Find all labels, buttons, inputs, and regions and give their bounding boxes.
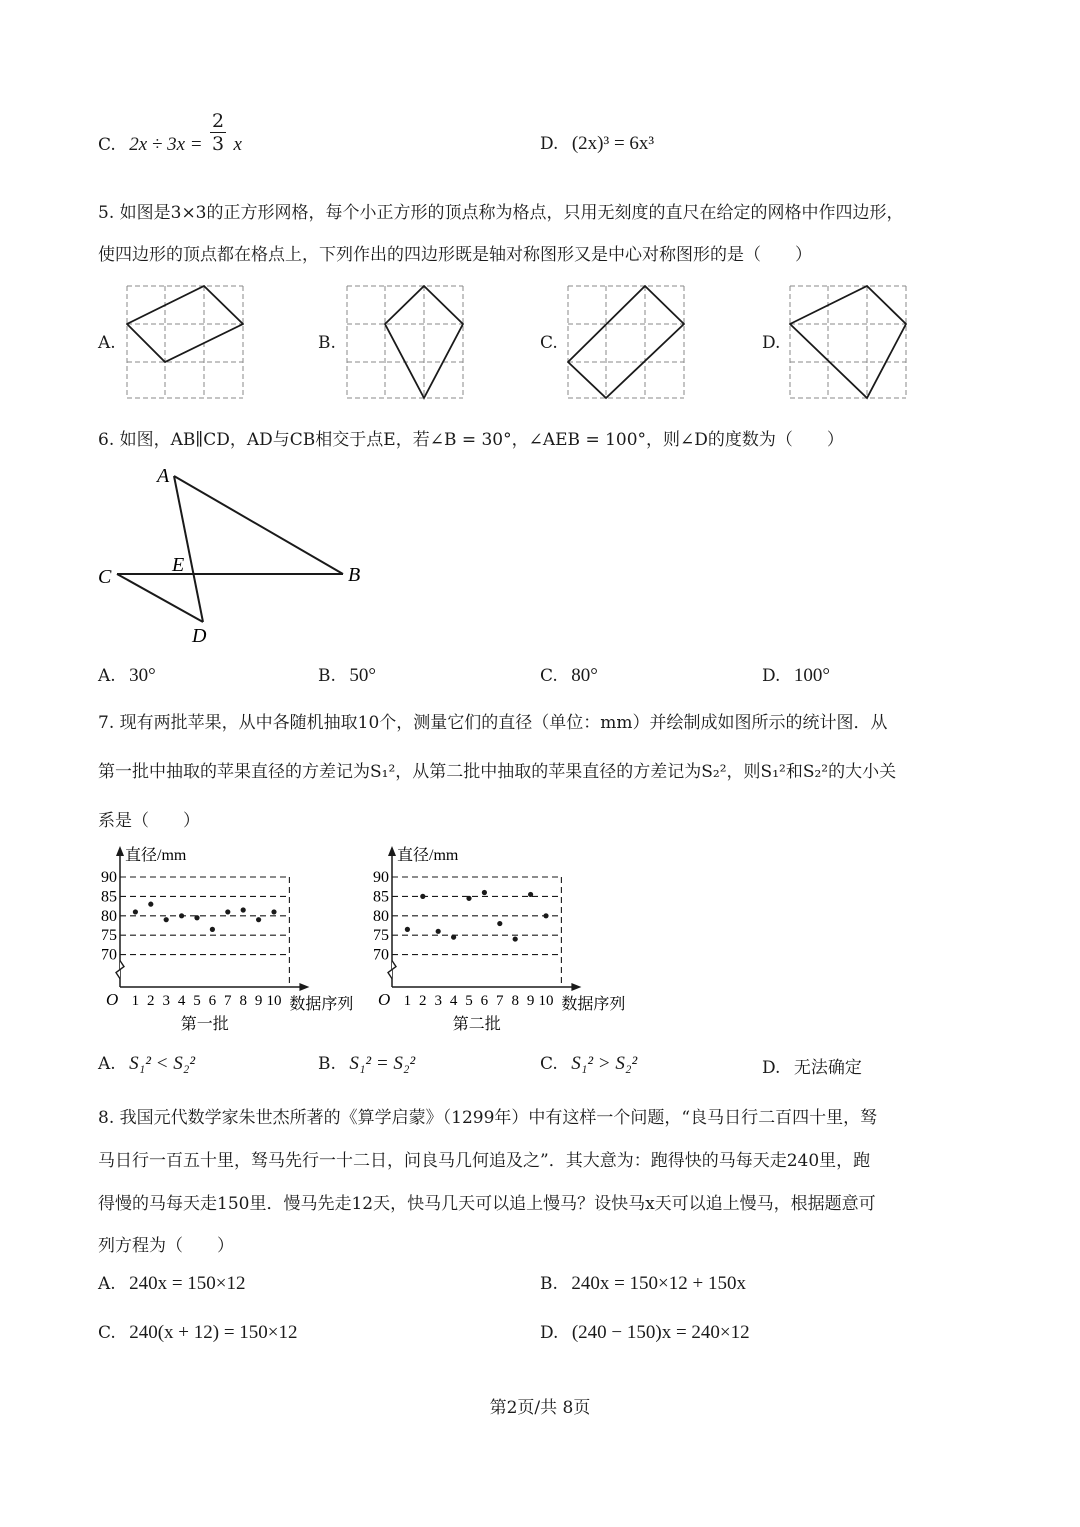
y-tick-label: 70 — [373, 946, 389, 964]
y-axis-label: 直径/mm — [397, 847, 459, 864]
q4-option-c-letter: C. — [98, 135, 116, 155]
y-tick-label: 70 — [101, 946, 117, 964]
x-tick-label: 10 — [538, 993, 554, 1009]
data-point — [271, 909, 276, 914]
q5-stem-line2: 使四边形的顶点都在格点上，下列作出的四边形既是轴对称图形又是中心对称图形的是（ ） — [98, 245, 812, 265]
data-point — [405, 927, 410, 932]
q6-figure — [90, 460, 380, 650]
q7-option-a-value: S₁² < S₂² — [129, 1053, 196, 1074]
q7-option-b — [318, 1053, 415, 1075]
q5-grid-b — [346, 285, 464, 400]
x-tick-label: 4 — [449, 993, 458, 1009]
data-point — [133, 909, 138, 914]
q8-option-a — [98, 1273, 246, 1295]
data-point — [451, 935, 456, 940]
axis-break-icon — [116, 961, 124, 979]
q7-option-d-value: 无法确定 — [793, 1058, 862, 1078]
x-tick-label: 2 — [147, 993, 155, 1009]
q4-option-c-denominator: 3 — [212, 133, 225, 155]
data-point — [543, 913, 548, 918]
q8-option-d-letter: D. — [540, 1323, 559, 1343]
x-tick-label: 7 — [224, 993, 232, 1009]
y-axis-label: 直径/mm — [125, 847, 187, 864]
q4-option-c-var: x — [233, 134, 242, 155]
data-point — [497, 921, 502, 926]
x-tick-label: 5 — [465, 993, 473, 1009]
x-tick-label: 1 — [131, 993, 140, 1009]
x-tick-label: 4 — [177, 993, 186, 1009]
q6-label-c: C — [98, 566, 112, 588]
y-tick-label: 75 — [373, 927, 389, 945]
q7-chart-2 — [370, 840, 632, 1036]
q6-label-a: A — [157, 465, 170, 487]
x-tick-label: 8 — [511, 993, 519, 1009]
y-tick-label: 80 — [101, 907, 117, 925]
q4-option-c-numerator: 2 — [212, 110, 225, 132]
q4-option-d-letter: D. — [540, 134, 559, 154]
data-point — [179, 913, 184, 918]
y-tick-label: 75 — [101, 927, 117, 945]
data-point — [194, 915, 199, 920]
x-tick-label: 6 — [480, 993, 489, 1009]
y-axis-arrow-icon — [388, 846, 396, 856]
q8-option-b — [540, 1273, 746, 1295]
y-tick-label: 80 — [373, 907, 389, 925]
origin-label: O — [378, 990, 391, 1009]
y-tick-label: 90 — [101, 869, 117, 886]
q6-option-c-value: 80° — [571, 665, 598, 686]
x-tick-label: 8 — [239, 993, 247, 1009]
q8-option-b-value: 240x = 150×12 + 150x — [571, 1273, 746, 1294]
data-point — [482, 890, 487, 895]
q8-option-d — [540, 1322, 750, 1344]
x-axis-arrow-icon — [299, 983, 309, 991]
origin-label: O — [106, 990, 119, 1009]
q7-option-c-letter: C. — [540, 1054, 558, 1074]
q6-option-a-letter: A. — [98, 666, 116, 686]
q7-option-d-letter: D. — [762, 1058, 781, 1078]
x-axis-label: 数据序列 — [289, 996, 354, 1013]
q8-stem-line4: 列方程为（ ） — [98, 1236, 234, 1256]
q6-label-d: D — [192, 625, 207, 647]
q7-option-c-value: S₁² > S₂² — [571, 1053, 638, 1074]
x-tick-label: 5 — [193, 993, 201, 1009]
q4-option-d — [540, 135, 654, 153]
q4-option-c-lhs: 2x ÷ 3x = — [129, 134, 203, 155]
data-point — [513, 936, 518, 941]
q5-stem-line1: 5. 如图是3×3的正方形网格，每个小正方形的顶点称为格点，只用无刻度的直尺在给定的网格中作四边形， — [98, 203, 904, 223]
x-tick-label: 7 — [496, 993, 504, 1009]
q5-grid-c — [567, 285, 685, 400]
x-tick-label: 3 — [162, 993, 170, 1009]
q7-stem-line1: 7. 现有两批苹果，从中各随机抽取10个，测量它们的直径（单位：mm）并绘制成如图所示的统计图．从 — [98, 713, 888, 733]
data-point — [466, 896, 471, 901]
q8-option-c-value: 240(x + 12) = 150×12 — [129, 1322, 298, 1343]
data-point — [436, 929, 441, 934]
q8-stem-line2: 马日行一百五十里，驽马先行一十二日，问良马几何追及之”．其大意为：跑得快的马每天走240里，跑 — [98, 1151, 871, 1171]
q8-option-c — [98, 1322, 298, 1344]
x-tick-label: 3 — [434, 993, 442, 1009]
q6-label-e: E — [172, 554, 185, 576]
x-tick-label: 1 — [403, 993, 412, 1009]
q7-option-a — [98, 1053, 195, 1075]
q8-stem-line1: 8. 我国元代数学家朱世杰所著的《算学启蒙》（1299年）中有这样一个问题，“良马日行二百四十里，驽 — [98, 1108, 878, 1128]
q8-option-c-letter: C. — [98, 1323, 116, 1343]
q6-option-b-letter: B. — [318, 666, 336, 686]
q6-segment-cd — [117, 574, 203, 622]
q6-option-c — [540, 665, 598, 687]
q5-grid-a — [126, 285, 244, 400]
data-point — [241, 907, 246, 912]
q6-option-a — [98, 665, 156, 687]
q4-option-c — [98, 110, 242, 165]
q6-option-b-value: 50° — [349, 665, 376, 686]
q6-option-d — [762, 665, 830, 687]
q7-chart-1 — [98, 840, 360, 1036]
q8-option-a-value: 240x = 150×12 — [129, 1273, 246, 1294]
q7-option-b-letter: B. — [318, 1054, 336, 1074]
axis-break-icon — [388, 961, 396, 979]
x-axis-arrow-icon — [571, 983, 581, 991]
x-tick-label: 9 — [254, 993, 263, 1009]
q6-segment-ad — [174, 476, 203, 622]
x-axis-label: 数据序列 — [561, 996, 626, 1013]
chart-title: 第二批 — [452, 1016, 501, 1033]
q6-stem: 6. 如图，AB∥CD，AD与CB相交于点E，若∠B = 30°，∠AEB = 100°，则∠D的度数为（ ） — [98, 430, 844, 450]
x-tick-label: 9 — [526, 993, 535, 1009]
q6-label-b: B — [348, 564, 361, 586]
q5-shape-c — [568, 286, 684, 398]
data-point — [256, 917, 261, 922]
q6-option-d-letter: D. — [762, 666, 781, 686]
x-tick-label: 10 — [266, 993, 282, 1009]
q8-option-a-letter: A. — [98, 1274, 116, 1294]
q6-option-c-letter: C. — [540, 666, 558, 686]
q8-option-b-letter: B. — [540, 1274, 558, 1294]
chart-title: 第一批 — [180, 1016, 229, 1033]
x-tick-label: 2 — [419, 993, 427, 1009]
page-footer: 第2页/共 8页 — [489, 1398, 591, 1418]
data-point — [148, 902, 153, 907]
data-point — [420, 894, 425, 899]
q7-option-a-letter: A. — [98, 1054, 116, 1074]
data-point — [528, 892, 533, 897]
q6-option-a-value: 30° — [129, 665, 156, 686]
q7-option-d — [762, 1053, 862, 1078]
y-tick-label: 85 — [373, 888, 389, 906]
q4-option-d-expr: (2x)³ = 6x³ — [571, 133, 655, 154]
q4-option-c-fraction — [210, 110, 226, 155]
y-tick-label: 90 — [373, 869, 389, 886]
q5-option-d-letter: D. — [762, 333, 781, 353]
data-point — [164, 917, 169, 922]
q8-stem-line3: 得慢的马每天走150里．慢马先走12天，快马几天可以追上慢马？设快马x天可以追上慢马，根据题意可 — [98, 1194, 876, 1214]
data-point — [210, 927, 215, 932]
q7-stem-line2: 第一批中抽取的苹果直径的方差记为S₁²，从第二批中抽取的苹果直径的方差记为S₂²，则S₁²和S₂²的大小关 — [98, 762, 897, 782]
y-tick-label: 85 — [101, 888, 117, 906]
q5-grid-d — [789, 285, 907, 400]
q7-stem-line3: 系是（ ） — [98, 811, 200, 831]
q8-option-d-value: (240 − 150)x = 240×12 — [571, 1322, 750, 1343]
q6-option-b — [318, 665, 376, 687]
q5-shape-d — [790, 286, 906, 398]
x-tick-label: 6 — [208, 993, 217, 1009]
y-axis-arrow-icon — [116, 846, 124, 856]
q5-option-c-letter: C. — [540, 333, 558, 353]
q6-option-d-value: 100° — [793, 665, 830, 686]
q7-option-b-value: S₁² = S₂² — [349, 1053, 416, 1074]
data-point — [225, 909, 230, 914]
q6-segment-ab — [174, 476, 343, 574]
q7-option-c — [540, 1053, 637, 1075]
q5-option-b-letter: B. — [318, 333, 336, 353]
q5-option-a-letter: A. — [98, 333, 116, 353]
